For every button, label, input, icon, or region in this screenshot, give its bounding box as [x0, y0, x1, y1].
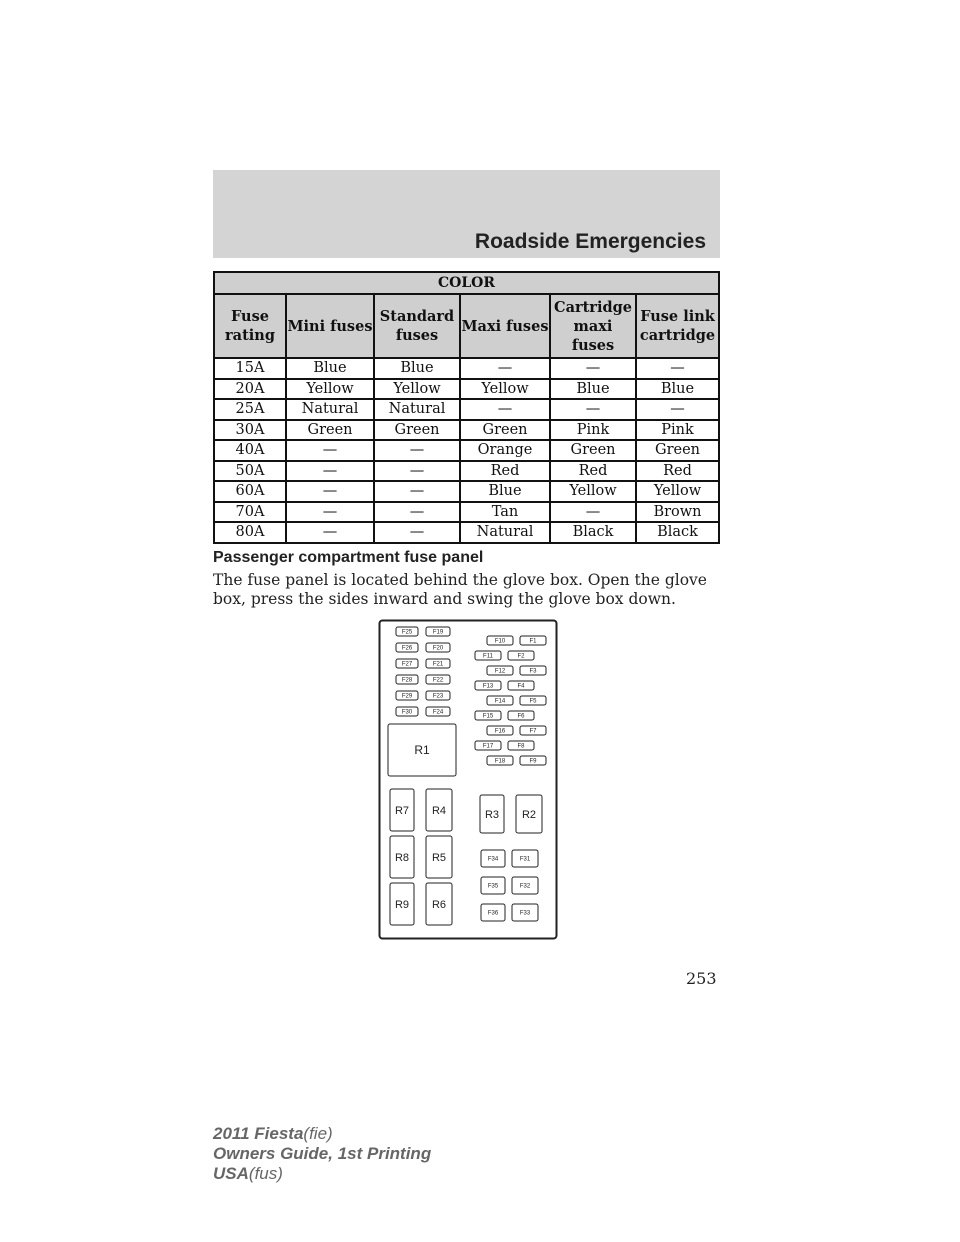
relay-r8-label: R8	[394, 851, 410, 864]
relay-r4-label: R4	[431, 804, 447, 817]
fuse-panel-diagram	[378, 619, 558, 940]
fuse-f3-label: F3	[529, 668, 537, 675]
table-cell: —	[550, 399, 636, 420]
table-row	[214, 461, 719, 482]
table-header-row	[214, 294, 719, 358]
table-row	[214, 420, 719, 441]
table-group-header-row	[214, 272, 719, 294]
table-cell: Blue	[460, 481, 550, 502]
table-row	[214, 502, 719, 523]
table-cell: —	[636, 358, 719, 379]
fuse-f6-label: F6	[517, 713, 525, 720]
relay-r5-label: R5	[431, 851, 447, 864]
table-row	[214, 379, 719, 400]
table-cell: Natural	[460, 522, 550, 543]
table-cell: Red	[550, 461, 636, 482]
table-cell: Pink	[550, 420, 636, 441]
table-cell: Blue	[550, 379, 636, 400]
table-cell: 25A	[214, 399, 286, 420]
table-row	[214, 440, 719, 461]
relay-r7-label: R7	[394, 804, 410, 817]
table-cell: Green	[460, 420, 550, 441]
fuse-f17-label: F17	[482, 743, 494, 750]
table-cell: Green	[286, 420, 374, 441]
table-cell: 70A	[214, 502, 286, 523]
fuse-color-table	[213, 271, 720, 544]
table-cell: 30A	[214, 420, 286, 441]
table-cell: Brown	[636, 502, 719, 523]
fuse-f33-label: F33	[519, 910, 531, 917]
table-cell: —	[460, 358, 550, 379]
fuse-f5-label: F5	[529, 698, 537, 705]
fuse-f19-label: F19	[432, 629, 444, 636]
table-cell: —	[286, 461, 374, 482]
footer-model: 2011 Fiesta	[213, 1124, 304, 1143]
fuse-f8-label: F8	[517, 743, 525, 750]
fuse-f31-label: F31	[519, 856, 531, 863]
table-cell: 60A	[214, 481, 286, 502]
fuse-f20-label: F20	[432, 645, 444, 652]
fuse-f10-label: F10	[494, 638, 506, 645]
table-cell: —	[374, 461, 460, 482]
relay-r6-label: R6	[431, 898, 447, 911]
footer-market: USA	[213, 1164, 249, 1183]
footer	[213, 1124, 431, 1184]
fuse-f23-label: F23	[432, 693, 444, 700]
fuse-f32-label: F32	[519, 883, 531, 890]
section-header-band	[213, 170, 720, 258]
fuse-f12-label: F12	[494, 668, 506, 675]
page-number: 253	[686, 969, 717, 988]
table-cell: Natural	[374, 399, 460, 420]
fuse-f2-label: F2	[517, 653, 525, 660]
table-cell: Yellow	[550, 481, 636, 502]
fuse-f26-label: F26	[401, 645, 413, 652]
column-header: Fuse link cartridge	[636, 294, 719, 358]
table-cell: 50A	[214, 461, 286, 482]
table-cell: Blue	[286, 358, 374, 379]
footer-guide: Owners Guide, 1st Printing	[213, 1144, 432, 1163]
column-header: Maxi fuses	[460, 294, 550, 358]
relay-r2-label: R2	[521, 808, 537, 821]
table-cell: Green	[636, 440, 719, 461]
footer-market-code: (fus)	[248, 1164, 283, 1183]
table-cell: —	[286, 440, 374, 461]
table-cell: Yellow	[636, 481, 719, 502]
instruction-paragraph: The fuse panel is located behind the glove box. Open the glove box, press the sides inward and swing the glove box down.	[213, 571, 707, 608]
fuse-f28-label: F28	[401, 677, 413, 684]
table-cell: —	[636, 399, 719, 420]
fuse-f29-label: F29	[401, 693, 413, 700]
fuse-f27-label: F27	[401, 661, 413, 668]
table-row	[214, 481, 719, 502]
table-cell: —	[286, 522, 374, 543]
table-cell: Natural	[286, 399, 374, 420]
relay-r9-label: R9	[394, 898, 410, 911]
table-cell: —	[550, 358, 636, 379]
column-header: Mini fuses	[286, 294, 374, 358]
table-cell: Red	[636, 461, 719, 482]
section-title: Roadside Emergencies	[474, 230, 706, 253]
fuse-f24-label: F24	[432, 709, 444, 716]
table-cell: —	[286, 481, 374, 502]
fuse-f1-label: F1	[529, 638, 537, 645]
table-cell: Yellow	[286, 379, 374, 400]
fuse-f15-label: F15	[482, 713, 494, 720]
table-cell: Red	[460, 461, 550, 482]
fuse-f13-label: F13	[482, 683, 494, 690]
fuse-f25-label: F25	[401, 629, 413, 636]
table-cell: Yellow	[374, 379, 460, 400]
table-cell: Blue	[636, 379, 719, 400]
fuse-f21-label: F21	[432, 661, 444, 668]
table-cell: —	[374, 502, 460, 523]
table-cell: Yellow	[460, 379, 550, 400]
fuse-f7-label: F7	[529, 728, 537, 735]
table-cell: —	[286, 502, 374, 523]
table-cell: Green	[374, 420, 460, 441]
fuse-f4-label: F4	[517, 683, 525, 690]
fuse-f9-label: F9	[529, 758, 537, 765]
table-cell: —	[374, 522, 460, 543]
table-cell: 80A	[214, 522, 286, 543]
fuse-f30-label: F30	[401, 709, 413, 716]
column-header: Standard fuses	[374, 294, 460, 358]
table-row	[214, 522, 719, 543]
section-heading: Passenger compartment fuse panel	[213, 549, 484, 566]
fuse-f22-label: F22	[432, 677, 444, 684]
fuse-f34-label: F34	[487, 856, 499, 863]
relay-r1-label: R1	[414, 743, 430, 758]
table-cell: —	[550, 502, 636, 523]
fuse-f36-label: F36	[487, 910, 499, 917]
fuse-f16-label: F16	[494, 728, 506, 735]
table-cell: Orange	[460, 440, 550, 461]
footer-model-code: (fie)	[303, 1124, 333, 1143]
table-cell: Black	[636, 522, 719, 543]
table-cell: Tan	[460, 502, 550, 523]
table-cell: 15A	[214, 358, 286, 379]
table-row	[214, 358, 719, 379]
table-cell: Pink	[636, 420, 719, 441]
table-row	[214, 399, 719, 420]
column-header: Cartridge maxi fuses	[550, 294, 636, 358]
fuse-f11-label: F11	[483, 653, 493, 660]
fuse-f18-label: F18	[494, 758, 506, 765]
table-cell: Green	[550, 440, 636, 461]
table-cell: —	[374, 481, 460, 502]
table-cell: 20A	[214, 379, 286, 400]
table-cell: —	[460, 399, 550, 420]
table-cell: Blue	[374, 358, 460, 379]
fuse-f35-label: F35	[487, 883, 499, 890]
color-group-header: COLOR	[214, 272, 719, 294]
table-cell: —	[374, 440, 460, 461]
relay-r3-label: R3	[484, 808, 500, 821]
column-header: Fuse rating	[214, 294, 286, 358]
fuse-f14-label: F14	[494, 698, 506, 705]
table-cell: Black	[550, 522, 636, 543]
table-cell: 40A	[214, 440, 286, 461]
